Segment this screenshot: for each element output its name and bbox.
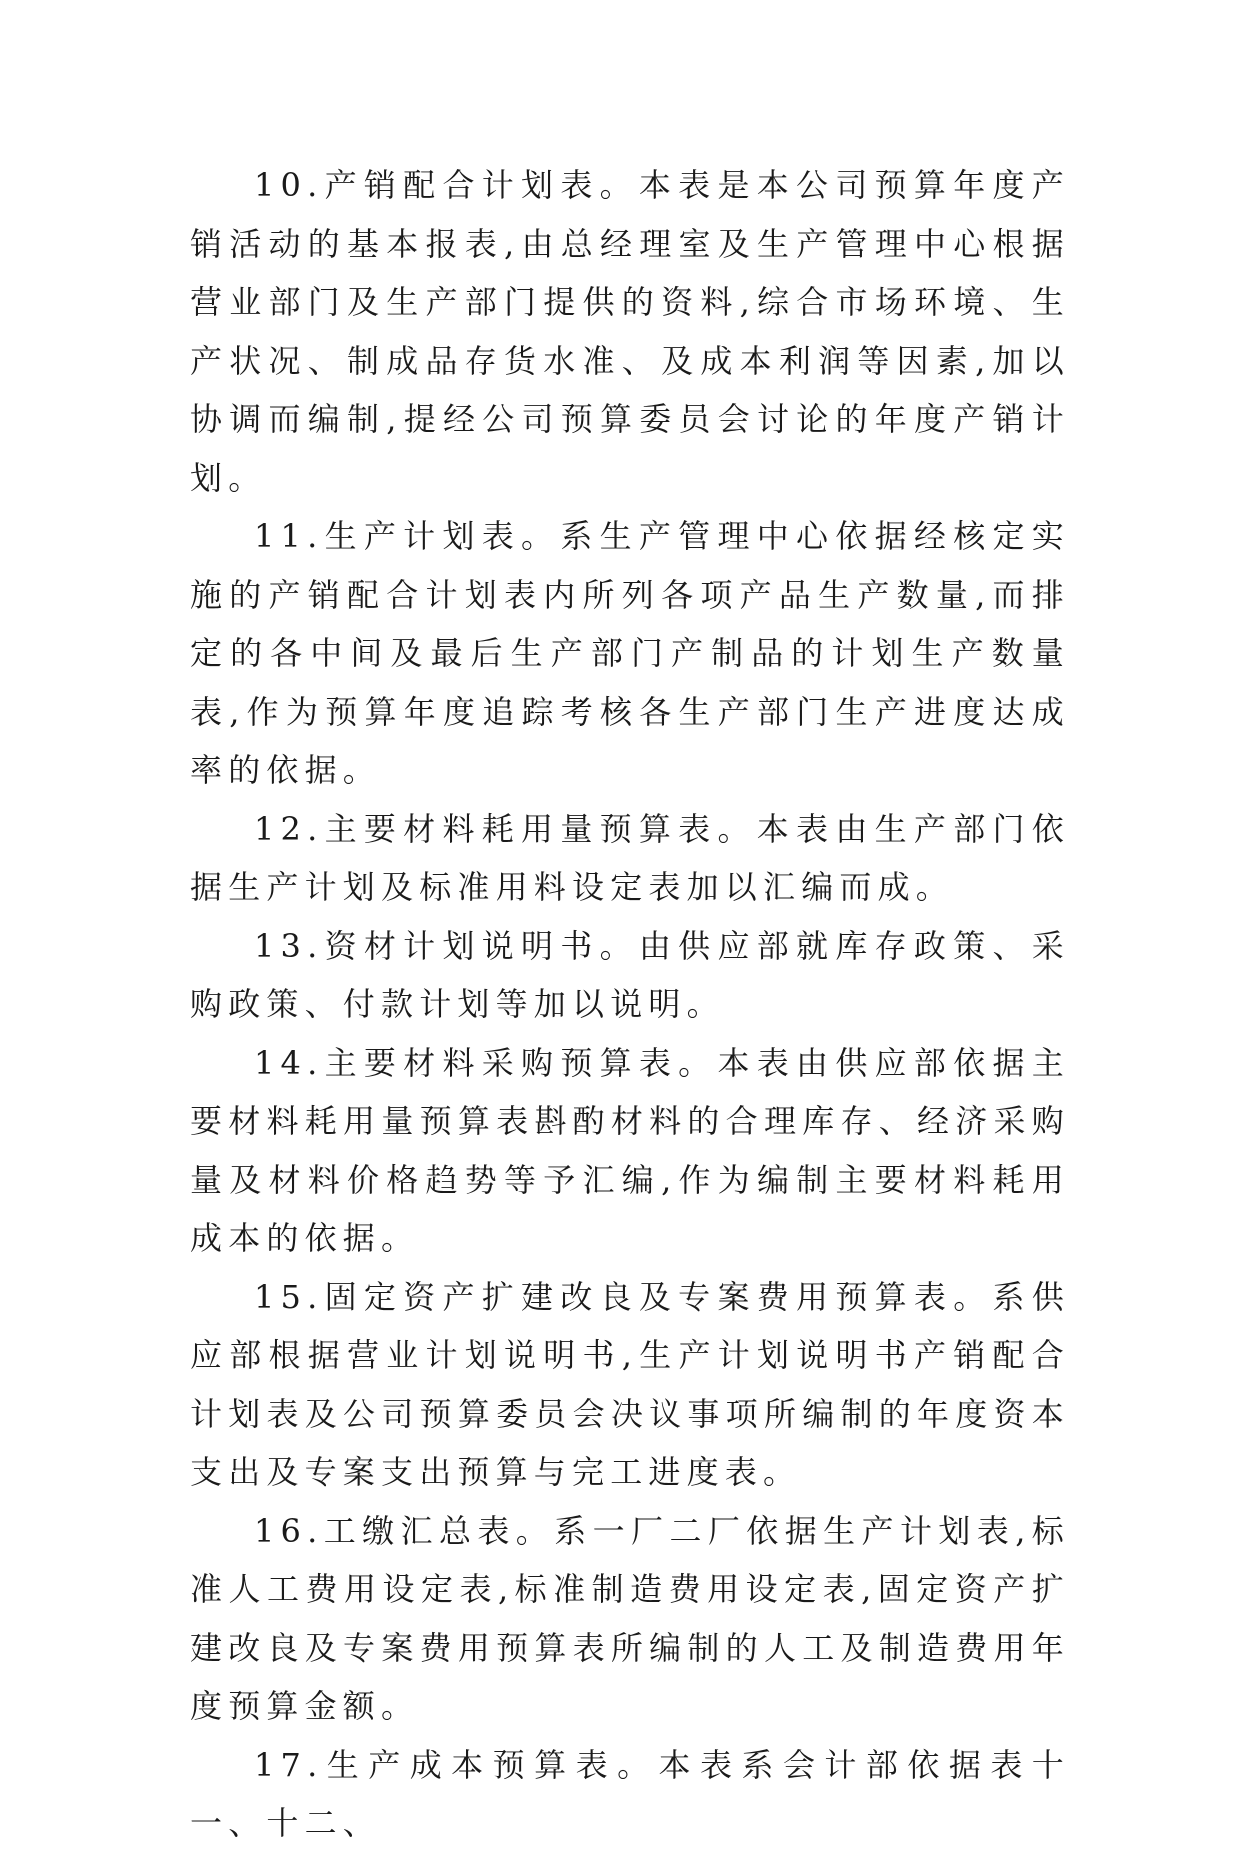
paragraph-14: 14.主要材料采购预算表。本表由供应部依据主要材料耗用量预算表斟酌材料的合理库存、经济采购量及材料价格趋势等予汇编,作为编制主要材料耗用成本的依据。	[190, 1043, 1070, 1257]
paragraph-13: 13.资材计划说明书。由供应部就库存政策、采购政策、付款计划等加以说明。	[190, 926, 1070, 1023]
paragraph-17: 17.生产成本预算表。本表系会计部依据表十一、十二、	[190, 1745, 1070, 1842]
paragraph-12: 12.主要材料耗用量预算表。本表由生产部门依据生产计划及标准用料设定表加以汇编而成。	[190, 809, 1070, 906]
paragraph-16: 16.工缴汇总表。系一厂二厂依据生产计划表,标准人工费用设定表,标准制造费用设定表,固定资产扩建改良及专案费用预算表所编制的人工及制造费用年度预算金额。	[190, 1511, 1070, 1725]
paragraph-10: 10.产销配合计划表。本表是本公司预算年度产销活动的基本报表,由总经理室及生产管理中心根据营业部门及生产部门提供的资料,综合市场环境、生产状况、制成品存货水准、及成本利润等因素,加以协调而编制,提经公司预算委员会讨论的年度产销计划。	[190, 166, 1070, 497]
paragraph-11: 11.生产计划表。系生产管理中心依据经核定实施的产销配合计划表内所列各项产品生产数量,而排定的各中间及最后生产部门产制品的计划生产数量表,作为预算年度追踪考核各生产部门生产进度达成率的依据。	[190, 517, 1070, 789]
paragraph-15: 15.固定资产扩建改良及专案费用预算表。系供应部根据营业计划说明书,生产计划说明书产销配合计划表及公司预算委员会决议事项所编制的年度资本支出及专案支出预算与完工进度表。	[190, 1277, 1070, 1491]
document-body	[190, 156, 1070, 1853]
